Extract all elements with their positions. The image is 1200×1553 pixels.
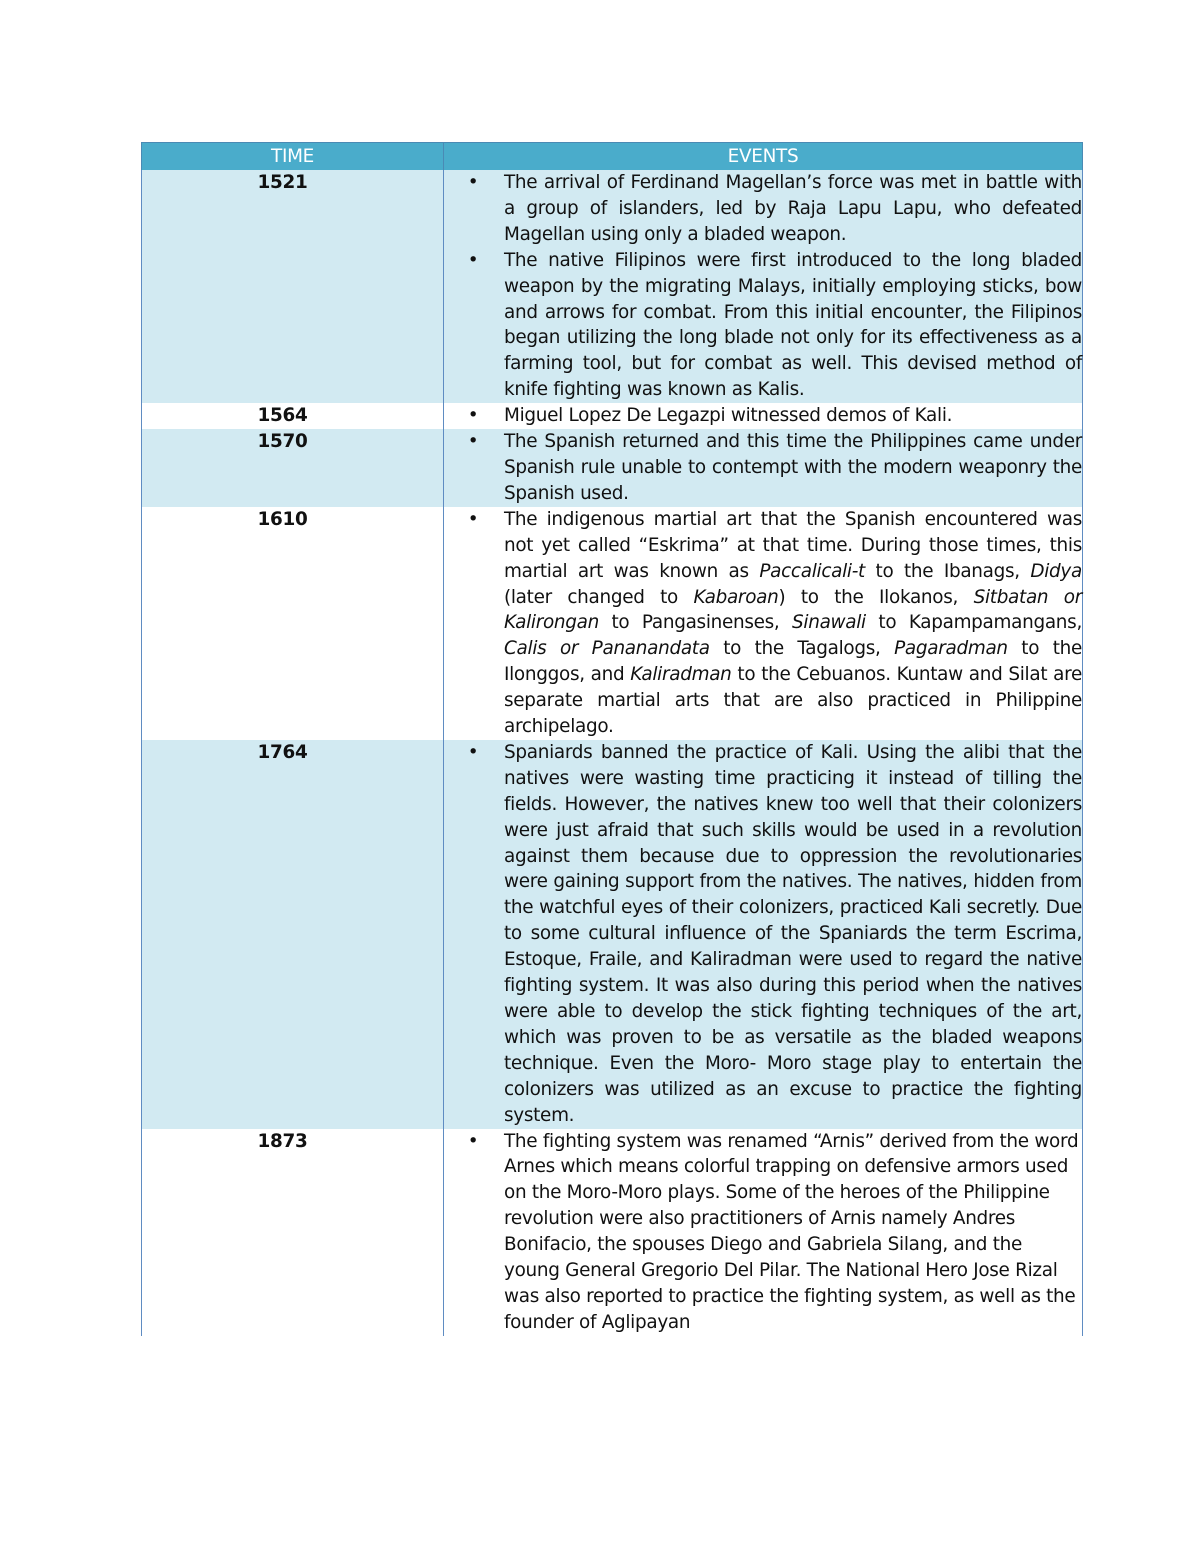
table-row	[142, 429, 1083, 507]
event-text: Spaniards banned the practice of Kali. Using the alibi that the natives were wasting time practicing it instead of tilling the fields. However, the natives knew too well that their colonizers were just afraid that such skills would be used in a revolution against them because due to oppression the revolutionaries were gaining support from the natives. The natives, hidden from the watchful eyes of their colonizers, practiced Kali secretly. Due to some cultural influence of the Spaniards the term Escrima, Estoque, Fraile, and Kaliradman were used to regard the native fighting system. It was also during this period when the natives were able to develop the stick fighting techniques of the art, which was proven to be as versatile as the bladed weapons technique. Even the Moro- Moro stage play to entertain the colonizers was utilized as an excuse to practice the fighting system.	[504, 741, 1082, 1126]
list-item	[444, 170, 1082, 248]
text-segment: to the Cebuanos. Kuntaw and Silat are separate martial arts that are also practiced in Philippine archipelago.	[504, 664, 1082, 738]
year-label: 1564	[257, 405, 308, 427]
time-cell	[142, 740, 444, 1129]
italic-term: Pagaradman	[894, 638, 1008, 660]
italic-term: Calis or Pananandata	[504, 638, 710, 660]
event-text: Miguel Lopez De Legazpi witnessed demos of Kali.	[504, 405, 953, 427]
italic-term: Sinawali	[792, 612, 866, 634]
event-text	[504, 509, 1082, 737]
year-label: 1570	[257, 431, 308, 453]
event-list	[444, 170, 1082, 403]
bullet-icon: •	[467, 431, 479, 453]
year-label: 1521	[257, 172, 308, 193]
timeline-table	[141, 142, 1083, 1336]
events-cell	[444, 1129, 1083, 1336]
list-item	[444, 429, 1082, 507]
text-segment: ) to the Ilokanos,	[778, 586, 974, 608]
time-cell	[142, 170, 444, 403]
italic-term: Kaliradman	[630, 664, 732, 686]
time-cell	[142, 429, 444, 507]
event-list	[444, 740, 1082, 1129]
event-text: The fighting system was renamed “Arnis” derived from the word Arnes which means colorful trapping on defensive armors used on the Moro-Moro plays. Some of the heroes of the Philippine revolution were also practitioners of Arnis namely Andres Bonifacio, the spouses Diego and Gabriela Silang, and the young General Gregorio Del Pilar. The National Hero Jose Rizal was also reported to practice the fighting system, as well as the founder of Aglipayan	[504, 1130, 1079, 1333]
table-row	[142, 403, 1083, 429]
bullet-icon: •	[467, 405, 479, 427]
bullet-icon: •	[467, 741, 479, 763]
event-list	[444, 403, 1082, 429]
italic-term: Sitbatan or Kalirongan	[504, 586, 1082, 634]
text-segment: to the Ilonggos, and	[504, 638, 1082, 686]
text-segment: to Pangasinenses,	[598, 612, 793, 634]
event-text: The native Filipinos were first introduced to the long bladed weapon by the migrating Malays, initially employing sticks, bow and arrows for combat. From this initial encounter, the Filipinos began utilizing the long blade not only for its effectiveness as a farming tool, but for combat as well. This devised method of knife fighting was known as Kalis.	[504, 249, 1082, 401]
list-item	[444, 403, 1082, 429]
italic-term: Didya	[1030, 560, 1082, 582]
time-cell	[142, 403, 444, 429]
event-list	[444, 507, 1082, 740]
time-cell	[142, 507, 444, 740]
bullet-icon: •	[467, 1130, 479, 1152]
list-item	[444, 248, 1082, 403]
text-segment: (later changed to	[504, 586, 694, 608]
events-column-header: EVENTS	[444, 143, 1083, 171]
year-label: 1873	[257, 1130, 308, 1152]
text-segment: to Kapampamangans,	[865, 612, 1082, 634]
year-label: 1610	[257, 508, 308, 530]
event-list	[444, 1129, 1082, 1336]
table-row	[142, 170, 1083, 403]
event-text: The arrival of Ferdinand Magellan’s force was met in battle with a group of islanders, led by Raja Lapu Lapu, who defeated Magellan using only a bladed weapon.	[504, 172, 1082, 245]
events-cell	[444, 429, 1083, 507]
time-cell	[142, 1129, 444, 1336]
bullet-icon: •	[467, 508, 479, 530]
year-label: 1764	[257, 741, 308, 763]
bullet-icon: •	[467, 249, 479, 271]
event-list	[444, 429, 1082, 507]
text-segment: to the Ibanags,	[864, 560, 1031, 582]
bullet-icon: •	[467, 172, 479, 193]
text-segment: to the Tagalogs,	[709, 638, 895, 660]
list-item	[444, 1129, 1082, 1336]
list-item	[444, 740, 1082, 1129]
header-row	[142, 143, 1083, 171]
table-row	[142, 740, 1083, 1129]
events-cell	[444, 507, 1083, 740]
text-segment: The indigenous martial art that the Spanish encountered was not yet called “Eskrima” at that time. During those times, this martial art was known as	[504, 508, 1082, 582]
events-cell	[444, 403, 1083, 429]
table-row	[142, 1129, 1083, 1336]
italic-term: Kabaroan	[693, 586, 779, 608]
table-row	[142, 507, 1083, 740]
events-cell	[444, 170, 1083, 403]
time-column-header: TIME	[142, 143, 444, 171]
event-text: The Spanish returned and this time the Philippines came under Spanish rule unable to contempt with the modern weaponry the Spanish used.	[504, 431, 1082, 504]
italic-term: Paccalicali-t	[759, 560, 865, 582]
events-cell	[444, 740, 1083, 1129]
list-item	[444, 507, 1082, 740]
